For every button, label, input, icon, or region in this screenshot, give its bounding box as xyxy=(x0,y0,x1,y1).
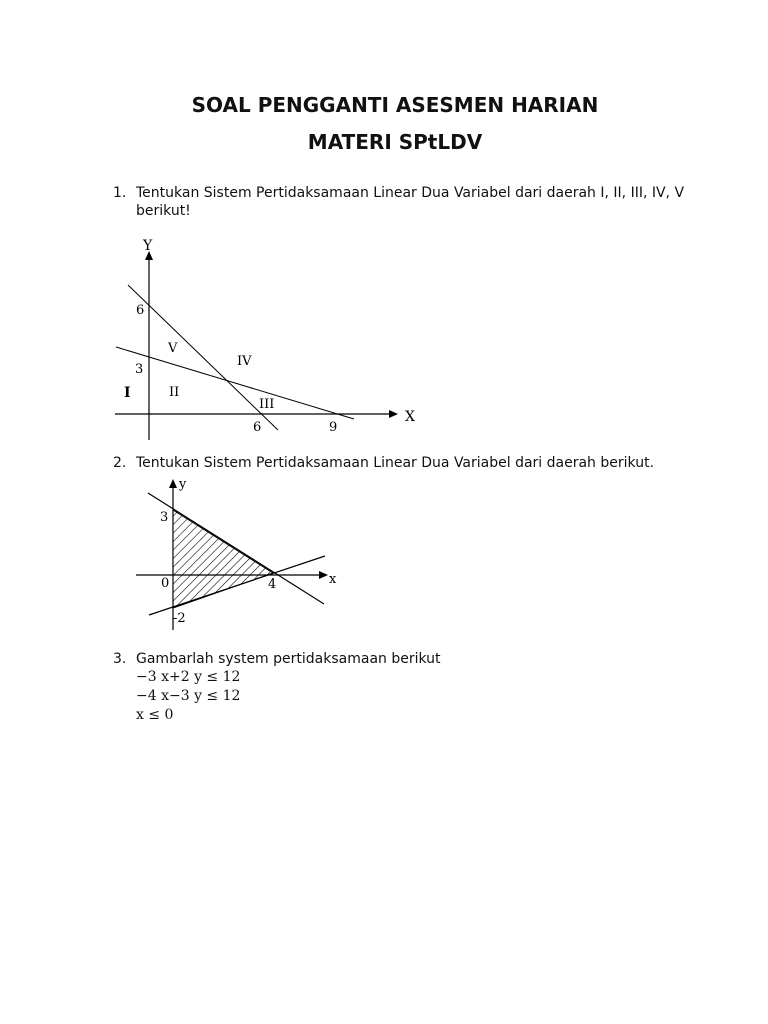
tick-label-y3: 3 xyxy=(160,510,169,525)
figure-2-graph xyxy=(130,474,345,634)
question-number: 2. xyxy=(113,455,127,471)
inequality-2: −4 x−3 y ≤ 12 xyxy=(136,688,241,704)
region-label-II: II xyxy=(169,385,180,400)
page-title-line1: SOAL PENGGANTI ASESMEN HARIAN xyxy=(191,93,599,117)
shaded-region xyxy=(173,510,273,608)
tick-label-y-neg2: -2 xyxy=(173,611,186,626)
region-label-I: I xyxy=(124,385,131,401)
page-title-line2: MATERI SPtLDV xyxy=(307,130,483,154)
question-text-line1: Tentukan Sistem Pertidaksamaan Linear Dua Variabel dari daerah I, II, III, IV, V xyxy=(136,185,685,201)
tick-label-origin: 0 xyxy=(161,576,170,591)
x-axis-arrow xyxy=(389,410,398,418)
question-text: Tentukan Sistem Pertidaksamaan Linear Dua Variabel dari daerah berikut. xyxy=(136,455,655,471)
x-axis-arrow xyxy=(319,571,328,579)
tick-label-y3: 3 xyxy=(135,362,144,377)
question-number: 3. xyxy=(113,651,127,667)
axis-label-y: Y xyxy=(143,238,153,254)
axis-label-x: x xyxy=(329,572,337,587)
tick-label-x6: 6 xyxy=(253,420,262,435)
question-text-line2: berikut! xyxy=(136,203,191,219)
question-text xyxy=(136,184,684,220)
region-label-III: III xyxy=(259,397,275,412)
tick-label-x4: 4 xyxy=(268,577,277,592)
tick-label-x9: 9 xyxy=(329,420,338,435)
region-label-V: V xyxy=(168,341,178,356)
inequality-1: −3 x+2 y ≤ 12 xyxy=(136,669,241,685)
tick-label-y6: 6 xyxy=(136,303,145,318)
region-label-IV: IV xyxy=(237,354,252,369)
axis-label-x: X xyxy=(405,409,415,425)
y-axis-arrow xyxy=(169,479,177,488)
question-text: Gambarlah system pertidaksamaan berikut xyxy=(136,651,441,667)
question-number: 1. xyxy=(113,185,127,201)
axis-label-y: y xyxy=(179,477,187,492)
line-3-9 xyxy=(116,347,354,419)
figure-1-graph xyxy=(110,235,430,445)
inequality-3: x ≤ 0 xyxy=(136,707,174,723)
